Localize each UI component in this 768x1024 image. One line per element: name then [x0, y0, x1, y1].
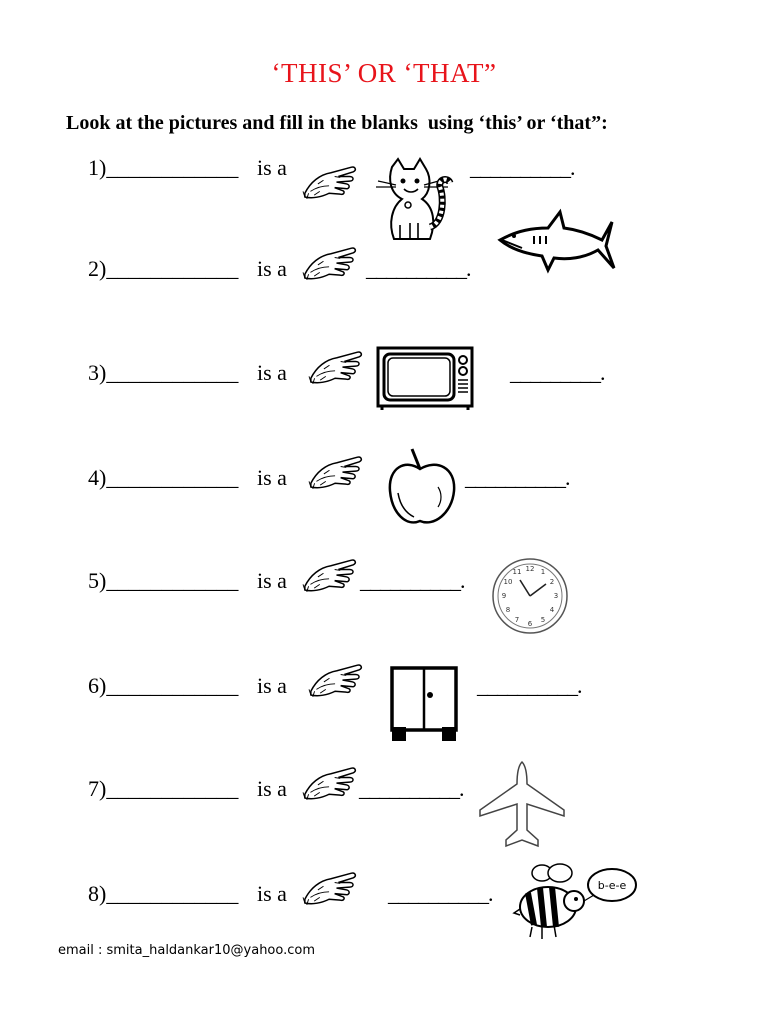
fill-blank[interactable]: ____________ — [106, 568, 239, 593]
question-number: 5)____________ — [88, 568, 239, 593]
answer-blank[interactable]: _________. — [510, 360, 605, 385]
question-row — [0, 155, 768, 245]
bee-speech-text: b-e-e — [597, 879, 627, 892]
fill-blank[interactable]: ____________ — [106, 465, 239, 490]
svg-text:7: 7 — [514, 616, 520, 624]
question-number: 4)____________ — [88, 465, 239, 490]
svg-text:1: 1 — [540, 568, 546, 576]
connector-text: is a — [257, 465, 287, 490]
pointing-hand-icon — [303, 246, 357, 282]
pointing-hand-icon — [303, 766, 357, 802]
connector-text: is a — [257, 776, 287, 801]
instructions: Look at the pictures and fill in the blanks using ‘this’ or ‘that”: — [66, 112, 608, 134]
cat-icon — [374, 157, 454, 243]
pointing-hand-icon — [309, 455, 363, 491]
svg-text:4: 4 — [549, 606, 555, 614]
shark-icon — [498, 210, 614, 272]
svg-text:6: 6 — [527, 620, 533, 628]
answer-blank[interactable]: __________. — [366, 256, 471, 281]
svg-text:9: 9 — [501, 592, 507, 600]
apple-icon — [386, 447, 458, 527]
connector-text: is a — [257, 673, 287, 698]
clock-icon — [490, 556, 570, 636]
pointing-hand-icon — [309, 350, 363, 386]
pointing-hand-icon — [303, 165, 357, 201]
question-row — [0, 673, 768, 763]
fill-blank[interactable]: ____________ — [106, 256, 239, 281]
worksheet-title: ‘THIS’ OR ‘THAT” — [271, 58, 497, 88]
question-row — [0, 465, 768, 555]
question-row — [0, 776, 768, 866]
svg-text:3: 3 — [553, 592, 559, 600]
svg-text:12: 12 — [525, 565, 535, 573]
pointing-hand-icon — [309, 663, 363, 699]
question-row — [0, 565, 768, 658]
question-row — [0, 256, 768, 346]
answer-blank[interactable]: __________. — [388, 881, 493, 906]
cupboard-icon — [389, 665, 459, 743]
pointing-hand-icon — [303, 558, 357, 594]
question-row — [0, 360, 768, 450]
airplane-icon — [478, 760, 566, 850]
fill-blank[interactable]: ____________ — [106, 881, 239, 906]
answer-blank[interactable]: __________. — [465, 465, 570, 490]
answer-blank[interactable]: __________. — [477, 673, 582, 698]
question-number: 3)____________ — [88, 360, 239, 385]
fill-blank[interactable]: ____________ — [106, 776, 239, 801]
connector-text: is a — [257, 881, 287, 906]
footer-email: email : smita_haldankar10@yahoo.com — [58, 943, 316, 958]
question-number: 7)____________ — [88, 776, 239, 801]
connector-text: is a — [257, 256, 287, 281]
svg-text:10: 10 — [503, 578, 513, 586]
question-number: 8)____________ — [88, 881, 239, 906]
fill-blank[interactable]: ____________ — [106, 673, 239, 698]
question-number: 2)____________ — [88, 256, 239, 281]
svg-text:5: 5 — [540, 616, 546, 624]
answer-blank[interactable]: __________. — [470, 155, 575, 180]
question-number: 6)____________ — [88, 673, 239, 698]
connector-text: is a — [257, 360, 287, 385]
fill-blank[interactable]: ____________ — [106, 360, 239, 385]
connector-text: is a — [257, 568, 287, 593]
bee-icon — [512, 861, 638, 943]
answer-blank[interactable]: __________. — [359, 776, 464, 801]
svg-text:2: 2 — [549, 578, 555, 586]
svg-text:11: 11 — [512, 568, 522, 576]
answer-blank[interactable]: __________. — [360, 568, 465, 593]
pointing-hand-icon — [303, 871, 357, 907]
svg-text:8: 8 — [505, 606, 511, 614]
question-number: 1)____________ — [88, 155, 239, 180]
fill-blank[interactable]: ____________ — [106, 155, 239, 180]
connector-text: is a — [257, 155, 287, 180]
television-icon — [376, 346, 474, 410]
